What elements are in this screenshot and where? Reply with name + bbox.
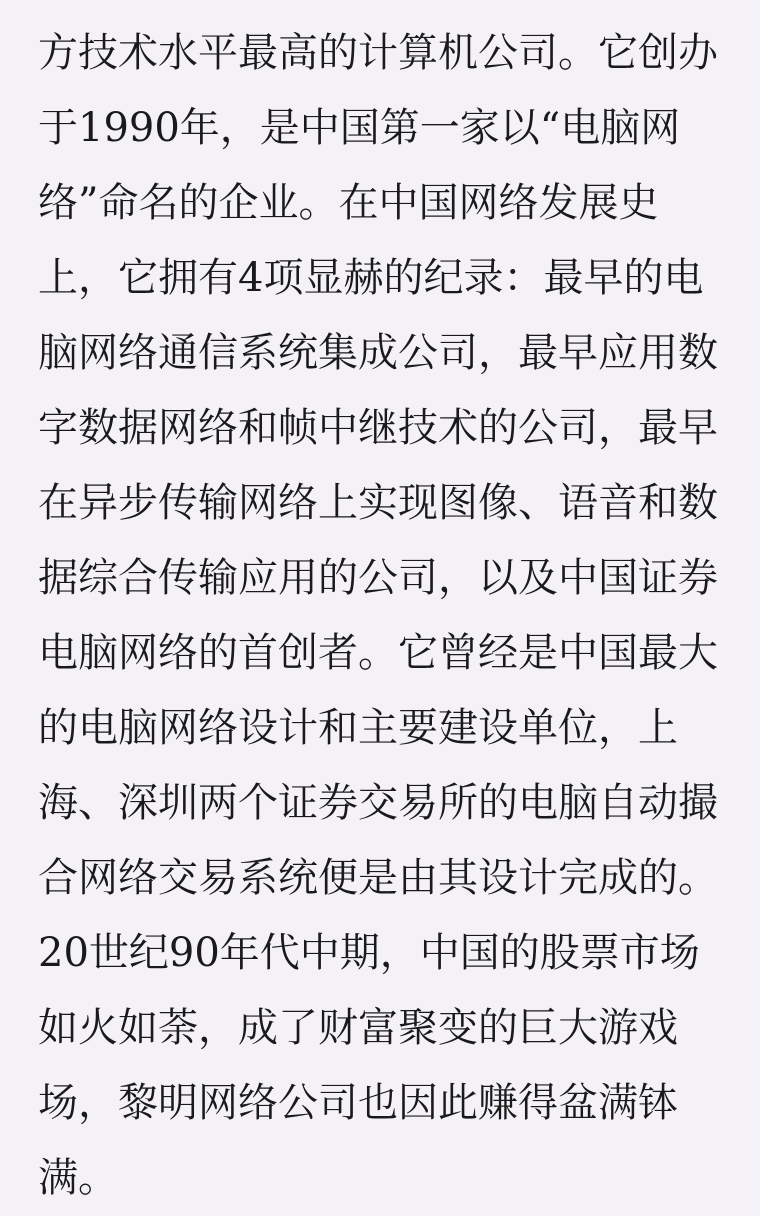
document-paragraph: 方技术水平最高的计算机公司。它创办于1990年，是中国第一家以“电脑网络”命名的企业。在中国网络发展史上，它拥有4项显赫的纪录：最早的电脑网络通信系统集成公司，最早应用数字数据网络和帧中继技术的公司，最早在异步传输网络上实现图像、语音和数据综合传输应用的公司，以及中国证券电脑网络的首创者。它曾经是中国最大的电脑网络设计和主要建设单位，上海、深圳两个证券交易所的电脑自动撮合网络交易系统便是由其设计完成的。20世纪90年代中期，中国的股票市场如火如荼，成了财富聚变的巨大游戏场，黎明网络公司也因此赚得盆满钵满。: [38, 30, 718, 1201]
